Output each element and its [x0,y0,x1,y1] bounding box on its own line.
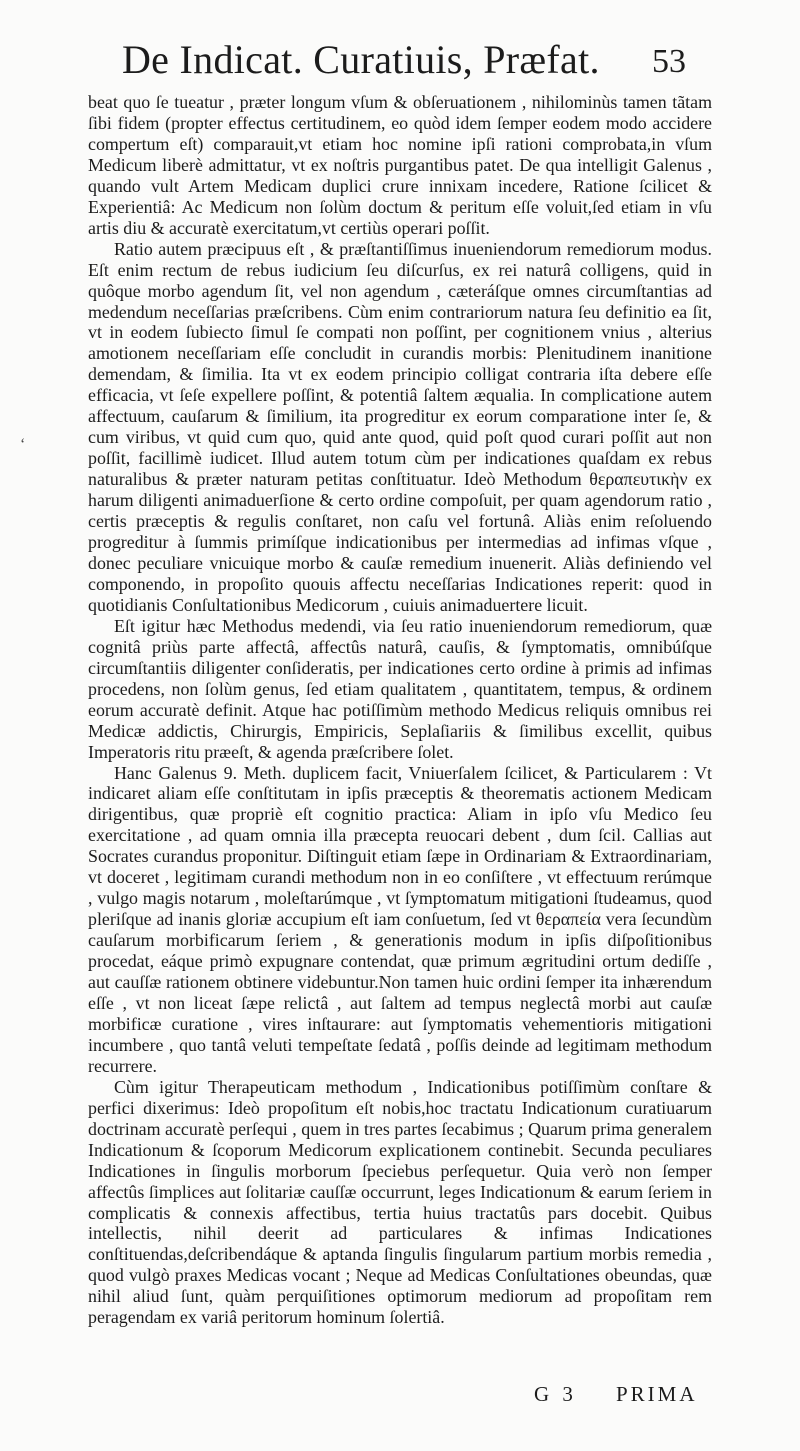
signature-mark: G 3 [534,1382,577,1406]
catchword: PRIMA [616,1382,698,1406]
page-number: 53 [652,43,686,80]
paragraph: Cùm igitur Therapeuticam methodum , Indicationibus potiſſimùm conſtare & perfici dixerimus: Ideò propoſitum eſt nobis,hoc tractatu Indicationum curatiuarum doctrinam accuratè perſequi , quem in tres partes ſecabimus ; Quarum prima generalem Indicationum & ſcoporum Medicorum explicationem continebit. Secunda peculiares Indicationes in ſingulis morborum ſpeciebus perſequetur. Quia verò non ſemper affectûs ſimplices aut ſolitariæ cauſſæ occurrunt, leges Indicationum & earum ſeriem in complicatis & connexis affectibus, tertia huius tractatûs pars docebit. Quibus intellectis, nihil deerit ad particulares & infimas Indicationes conſtituendas,deſcribendáque & aptanda ſingulis ſingularum partium morbis remedia , quod vulgò praxes Medicas vocant ; Neque ad Medicas Conſultationes obeundas, quæ nihil aliud ſunt, quàm perquiſitiones optimorum mediorum ad propoſitam rem peragendam ex variâ peritorum hominum ſolertiâ. [88,1076,712,1328]
running-head [0,30,800,90]
paragraph: Ratio autem præcipuus eſt , & præſtantiſſimus inueniendorum remediorum modus. Eſt enim rectum de rebus iudicium ſeu diſcurſus, ex rei naturâ colligens, quid in quôque morbo agendum ſit, vel non agendum , cæteráſque omnes circumſtantias ad medendum neceſſarias præſcribens. Cùm enim contrariorum natura ſeu definitio ea ſit, vt in eodem ſubiecto ſimul ſe compati non poſſint, per cognitionem vnius , alterius amotionem neceſſariam eſſe concludit in curandis morbis: Plenitudinem inanitione demendam, & ſimilia. Ita vt ex eodem principio colligat contraria iſta debere eſſe efficacia, vt ſeſe expellere poſſint, & potentiâ ſaltem æqualia. In complicatione autem affectuum, cauſarum & ſimilium, ita progreditur ex eorum comparatione inter ſe, & cum viribus, vt quid cum quo, quid ante quod, quid poſt quod curari poſſit aut non poſſit, facillimè iudicet. Illud autem totum cùm per indicationes quaſdam ex rebus naturalibus & præter naturam petitas conſtituatur. Ideò Methodum θεραπευτικὴν ex harum diligenti animaduerſione & certo ordine compoſuit, per quam agendorum ratio , certis præceptis & regulis conſtaret, non caſu vel fortunâ. Aliàs enim reſoluendo progreditur à ſummis primíſque indicationibus per intermedias ad infimas vſque , donec peculiare vnicuique morbo & cauſæ remedium inuenerit. Aliàs definiendo vel componendo, in propoſito quouis affectu neceſſarias Indicationes reperit: quod in quotidianis Conſultationibus Medicorum , cuiuis animaduertere licuit. [88,238,712,615]
page-title: De Indicat. Curatiuis, Præfat. [122,37,600,82]
page-footer [0,1380,800,1416]
paragraph: Eſt igitur hæc Methodus medendi, via ſeu ratio inueniendorum remediorum, quæ cognitâ priùs parte affectâ, affectûs naturâ, cauſis, & ſymptomatis, omnibúſque circumſtantiis diligenter conſideratis, per indicationes certo ordine à primis ad infimas procedens, non ſolùm genus, ſed etiam qualitatem , quantitatem, tempus, & ordinem eorum accuratè definit. Atque hac potiſſimùm methodo Medicus reliquis omnibus rei Medicæ addictis, Chirurgis, Empiricis, Seplaſiariis & ſimilibus excellit, quibus Imperatoris ritu præeſt, & agenda præſcribere ſolet. [88,615,712,762]
paragraph: Hanc Galenus 9. Meth. duplicem facit, Vniuerſalem ſcilicet, & Particularem : Vt indicaret aliam eſſe conſtitutam in ipſis præceptis & theorematis actionem Medicam dirigentibus, quæ propriè eſt cognitio practica: Aliam in ipſo vſu Medico ſeu exercitatione , ad quam omnia illa præcepta reuocari debent , dum ſcil. Callias aut Socrates curandus proponitur. Diſtinguit etiam ſæpe in Ordinariam & Extraordinariam, vt doceret , legitimam curandi methodum non in eo conſiſtere , vt effectuum rerúmque , vulgo magis notarum , moleſtarúmque , vt ſymptomatum mitigationi ſtudeamus, quod pleriſque ad inanis gloriæ accupium eſt iam conſuetum, ſed vt θεραπεία vera ſecundùm cauſarum morbificarum ſeriem , & generationis modum in ipſis diſpoſitionibus procedat, eáque primò expugnare contendat, quæ primum ægritudini ortum dediſſe , aut cauſſæ rationem obtinere videbuntur.Non tamen huic ordini ſemper ita inhærendum eſſe , vt non liceat ſæpe relictâ , aut ſaltem ad tempus neglectâ morbi aut cauſæ morbificæ curatione , vires inſtaurare: aut ſymptomatis vehementioris mitigationi incumbere , quo tantâ veluti tempeſtate ſedatâ , poſſis deinde ad legitimam methodum recurrere. [88,762,712,1076]
margin-mark: ‘ [20,436,26,453]
body-text [88,92,712,1328]
paragraph: beat quo ſe tueatur , præter longum vſum & obſeruationem , nihilominùs tamen tãtam ſibi fidem (propter effectus certitudinem, eo quòd idem ſemper eodem modo accidere compertum eſt) comparauit,vt etiam hoc nomine ipſi rationi comprobata,in vſum Medicum liberè admittatur, vt ex noſtris purgantibus patet. De qua intelligit Galenus , quando vult Artem Medicam duplici crure innixam incedere, Ratione ſcilicet & Experientiâ: Ac Medicum non ſolùm doctum & peritum eſſe voluit,ſed etiam in vſu artis diu & accuratè exercitatum,vt certiùs operari poſſit. [88,92,712,238]
